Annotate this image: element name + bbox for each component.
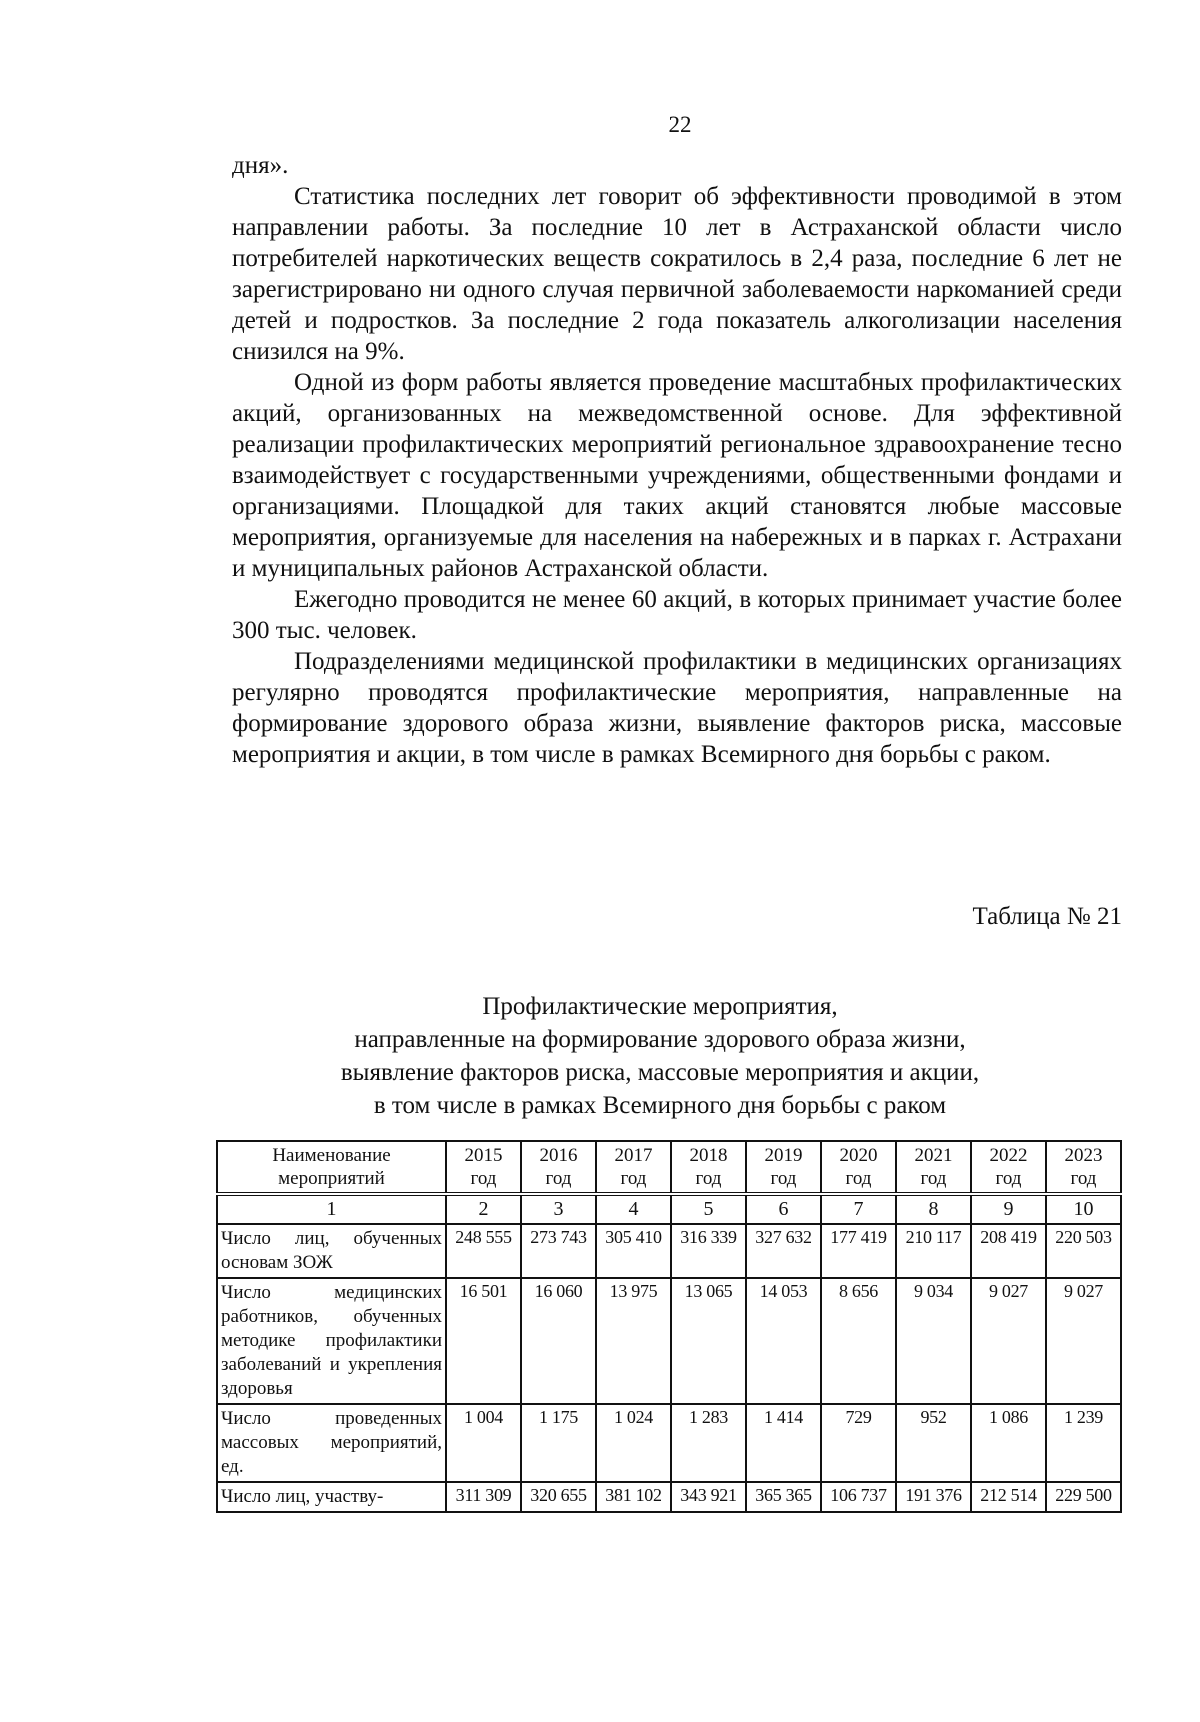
paragraph-3: Ежегодно проводится не менее 60 акций, в которых принимает участие более 300 тыс. человек.: [232, 586, 1122, 644]
table-title-line: направленные на формирование здорового образа жизни,: [354, 1026, 966, 1053]
cell-value: 13 975: [596, 1278, 671, 1404]
column-number: 5: [671, 1194, 746, 1224]
cell-value: 1 414: [746, 1404, 821, 1482]
cell-value: 13 065: [671, 1278, 746, 1404]
column-number: 10: [1046, 1194, 1121, 1224]
cell-value: 208 419: [971, 1224, 1046, 1278]
body-text: [232, 150, 1122, 770]
cell-value: 16 501: [446, 1278, 521, 1404]
table-row: [217, 1404, 1121, 1482]
cell-value: 381 102: [596, 1482, 671, 1512]
cell-value: 106 737: [821, 1482, 896, 1512]
row-name: Число медицинских работников, обученных методике профилактики заболеваний и укрепления здоровья: [217, 1278, 446, 1404]
paragraph-4: Подразделениями медицинской профилактики в медицинских организациях регулярно проводятся профилактические мероприятия, направленные на формирование здорового образа жизни, выявление факторов риска, массовые мероприятия и акции, в том числе в рамках Всемирного дня борьбы с раком.: [232, 648, 1122, 768]
paragraph-1: Статистика последних лет говорит об эффективности проводимой в этом направлении работы. За последние 10 лет в Астраханской области число потребителей наркотических веществ сократилось в 2,4 раза, последние 6 лет не зарегистрировано ни одного случая первичной заболеваемости наркоманией среди детей и подростков. За последние 2 года показатель алкоголизации населения снизился на 9%.: [232, 183, 1122, 365]
cell-value: 8 656: [821, 1278, 896, 1404]
cell-value: 320 655: [521, 1482, 596, 1512]
column-number: 8: [896, 1194, 971, 1224]
column-number: 4: [596, 1194, 671, 1224]
cell-value: 327 632: [746, 1224, 821, 1278]
cell-value: 1 086: [971, 1404, 1046, 1482]
header-year: 2019 год: [746, 1141, 821, 1194]
paragraph-2: Одной из форм работы является проведение масштабных профилактических акций, организованных на межведомственной основе. Для эффективной реализации профилактических мероприятий региональное здравоохранение тесно взаимодействует с государственными учреждениями, общественными фондами и организациями. Площадкой для таких акций становятся любые массовые мероприятия, организуемые для населения на набережных и в парках г. Астрахани и муниципальных районов Астраханской области.: [232, 369, 1122, 582]
column-number: 2: [446, 1194, 521, 1224]
cell-value: 229 500: [1046, 1482, 1121, 1512]
header-name: Наименование мероприятий: [217, 1141, 446, 1194]
cell-value: 16 060: [521, 1278, 596, 1404]
cell-value: 952: [896, 1404, 971, 1482]
cell-value: 305 410: [596, 1224, 671, 1278]
cell-value: 273 743: [521, 1224, 596, 1278]
row-name: Число лиц, обученных основам ЗОЖ: [217, 1224, 446, 1278]
row-name: Число проведенных массовых мероприятий, ед.: [217, 1404, 446, 1482]
cell-value: 177 419: [821, 1224, 896, 1278]
header-year: 2023 год: [1046, 1141, 1121, 1194]
cell-value: 343 921: [671, 1482, 746, 1512]
cell-value: 311 309: [446, 1482, 521, 1512]
table-title: [300, 990, 1020, 1122]
row-name: Число лиц, участву-: [217, 1482, 446, 1512]
table-header-row: [217, 1141, 1121, 1194]
cell-value: 248 555: [446, 1224, 521, 1278]
table-title-line: в том числе в рамках Всемирного дня борьбы с раком: [373, 1092, 947, 1119]
header-year: 2022 год: [971, 1141, 1046, 1194]
table-row: [217, 1482, 1121, 1512]
header-year: 2015 год: [446, 1141, 521, 1194]
column-number: 9: [971, 1194, 1046, 1224]
header-year: 2016 год: [521, 1141, 596, 1194]
cell-value: 9 027: [1046, 1278, 1121, 1404]
column-number: 3: [521, 1194, 596, 1224]
cell-value: 210 117: [896, 1224, 971, 1278]
table-title-line: Профилактические мероприятия,: [482, 993, 838, 1020]
cell-value: 729: [821, 1404, 896, 1482]
cell-value: 365 365: [746, 1482, 821, 1512]
table-row: [217, 1278, 1121, 1404]
page-number: 22: [668, 112, 692, 137]
paragraph-0: дня».: [232, 152, 289, 179]
data-table: [216, 1140, 1122, 1513]
cell-value: 1 175: [521, 1404, 596, 1482]
column-number: 1: [217, 1194, 446, 1224]
header-year: 2018 год: [671, 1141, 746, 1194]
cell-value: 9 027: [971, 1278, 1046, 1404]
cell-value: 220 503: [1046, 1224, 1121, 1278]
table-title-line: выявление факторов риска, массовые мероприятия и акции,: [340, 1059, 980, 1086]
cell-value: 212 514: [971, 1482, 1046, 1512]
header-year: 2020 год: [821, 1141, 896, 1194]
header-year: 2021 год: [896, 1141, 971, 1194]
cell-value: 1 283: [671, 1404, 746, 1482]
numbering-row: [217, 1194, 1121, 1224]
cell-value: 9 034: [896, 1278, 971, 1404]
table-label: Таблица № 21: [972, 903, 1122, 930]
cell-value: 1 024: [596, 1404, 671, 1482]
cell-value: 316 339: [671, 1224, 746, 1278]
cell-value: 14 053: [746, 1278, 821, 1404]
column-number: 6: [746, 1194, 821, 1224]
cell-value: 1 239: [1046, 1404, 1121, 1482]
cell-value: 191 376: [896, 1482, 971, 1512]
cell-value: 1 004: [446, 1404, 521, 1482]
header-year: 2017 год: [596, 1141, 671, 1194]
column-number: 7: [821, 1194, 896, 1224]
table-row: [217, 1224, 1121, 1278]
